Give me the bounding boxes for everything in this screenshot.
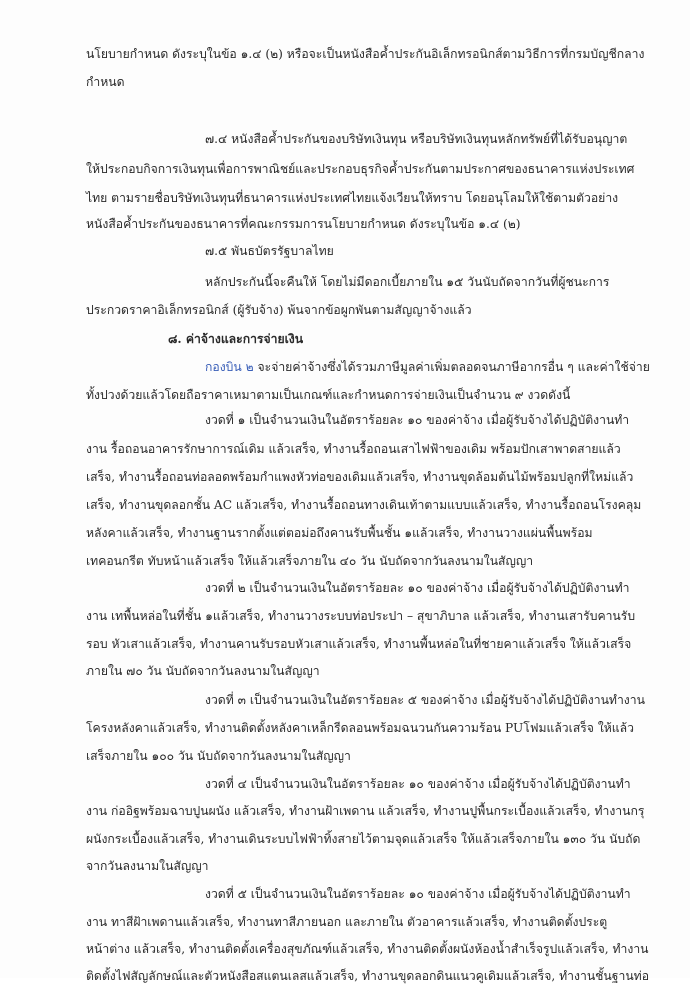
text-line-9: ประกวดราคาอิเล็กทรอนิกส์ (ผู้รับจ้าง) พ้นจากข้อผูกพันตามสัญญาจ้างแล้ว	[86, 303, 472, 317]
text-line-17: หลังคาแล้วเสร็จ, ทำงานฐานรากตั้งแต่ตอม่อถึงคานรับพื้นชั้น ๑แล้วเสร็จ, ทำงานวางแผ่นพื้นพร้อม	[86, 526, 593, 540]
section-7-4-heading: ๗.๔ หนังสือค้ำประกันของบริษัทเงินทุน หรือบริษัทเงินทุนหลักทรัพย์ที่ได้รับอนุญาต	[205, 132, 628, 146]
section-7-5-heading: ๗.๕ พันธบัตรรัฐบาลไทย	[205, 244, 334, 258]
section-8-heading: ๘. ค่าจ้างและการจ่ายเงิน	[168, 332, 304, 346]
text-line-28: ผนังกระเบื้องแล้วเสร็จ, ทำงานเดินระบบไฟฟ้าทิ้งสายไว้ตามจุดแล้วเสร็จ ให้แล้วเสร็จภายใน ๑๓๐ วัน นับถัด	[86, 832, 641, 846]
text-line-4: ให้ประกอบกิจการเงินทุนเพื่อการพาณิชย์และประกอบธุรกิจค้ำประกันตามประกาศของธนาคารแห่งประเทศ	[86, 162, 635, 176]
text-line-18: เทคอนกรีต ทับหน้าแล้วเสร็จ ให้แล้วเสร็จภายใน ๔๐ วัน นับถัดจากวันลงนามในสัญญา	[86, 554, 534, 568]
text-line-20: งาน เทพื้นหล่อในที่ชั้น ๑แล้วเสร็จ, ทำงานวางระบบท่อประปา – สุขาภิบาล แล้วเสร็จ, ทำงานเสารับคานรับ	[86, 609, 636, 623]
text-line-12: ทั้งปวงด้วยแล้วโดยถือราคาเหมาตามเป็นเกณฑ์และกำหนดการจ่ายเงินเป็นจำนวน ๙ งวดดังนี้	[86, 388, 571, 402]
text-line-15: เสร็จ, ทำงานรื้อถอนท่อลอดพร้อมกำแพงหัวท่อของเดิมแล้วเสร็จ, ทำงานขุดล้อมต้นไม้พร้อมปลูกที่ใหม่แล้ว	[86, 470, 634, 484]
installment-1-heading: งวดที่ ๑ เป็นจำนวนเงินในอัตราร้อยละ ๑๐ ของค่าจ้าง เมื่อผู้รับจ้างได้ปฏิบัติงานทำ	[205, 413, 630, 427]
installment-3-heading: งวดที่ ๓ เป็นจำนวนเงินในอัตราร้อยละ ๕ ของค่าจ้าง เมื่อผู้รับจ้างได้ปฏิบัติงานทำงาน	[205, 693, 645, 707]
text-line-22: ภายใน ๗๐ วัน นับถัดจากวันลงนามในสัญญา	[86, 664, 320, 678]
text-line-29: จากวันลงนามในสัญญา	[86, 859, 209, 873]
text-line-1: นโยบายกำหนด ดังระบุในข้อ ๑.๔ (๒) หรือจะเป็นหนังสือค้ำประกันอิเล็กทรอนิกส์ตามวิธีการที่กรมบัญชีกลาง	[86, 47, 645, 61]
installment-5-heading: งวดที่ ๕ เป็นจำนวนเงินในอัตราร้อยละ ๑๐ ของค่าจ้าง เมื่อผู้รับจ้างได้ปฏิบัติงานทำ	[205, 887, 631, 901]
text-line-5: ไทย ตามรายชื่อบริษัทเงินทุนที่ธนาคารแห่งประเทศไทยแจ้งเวียนให้ทราบ โดยอนุโลมให้ใช้ตามตัวอย่าง	[86, 191, 619, 205]
text-line-33: ติดตั้งไฟสัญลักษณ์และตัวหนังสือสแตนเลสแล้วเสร็จ, ทำงานขุดลอกดินแนวคูเดิมแล้วเสร็จ, ทำงานชั้นฐานท่อ	[86, 969, 650, 983]
text-line-6: หนังสือค้ำประกันของธนาคารที่คณะกรรมการนโยบายกำหนด ดังระบุในข้อ ๑.๔ (๒)	[86, 217, 521, 231]
text-line-11	[205, 358, 650, 376]
text-line-14: งาน รื้อถอนอาคารรักษาการณ์เดิม แล้วเสร็จ, ทำงานรื้อถอนเสาไฟฟ้าของเดิม พร้อมปักเสาพาดสายแล้ว	[86, 442, 621, 456]
text-line-31: งาน ทาสีฝ้าเพดานแล้วเสร็จ, ทำงานทาสีภายนอก และภายใน ตัวอาคารแล้วเสร็จ, ทำงานติดตั้งประตู	[86, 915, 608, 929]
installment-2-heading: งวดที่ ๒ เป็นจำนวนเงินในอัตราร้อยละ ๑๐ ของค่าจ้าง เมื่อผู้รับจ้างได้ปฏิบัติงานทำ	[205, 581, 630, 595]
text-line-8: หลักประกันนี้จะคืนให้ โดยไม่มีดอกเบี้ยภายใน ๑๕ วันนับถัดจากวันที่ผู้ชนะการ	[205, 275, 610, 289]
text-line-16: เสร็จ, ทำงานขุดลอกชั้น AC แล้วเสร็จ, ทำงานรื้อถอนทางเดินเท้าตามแบบแล้วเสร็จ, ทำงานรื้อถอนโรงคลุม	[86, 498, 642, 512]
text-line-21: รอบ หัวเสาแล้วเสร็จ, ทำงานคานรับรอบหัวเสาแล้วเสร็จ, ทำงานพื้นหล่อในที่ชายคาแล้วเสร็จ ให้แล้วเสร็จ	[86, 637, 632, 651]
text-line-24: โครงหลังคาแล้วเสร็จ, ทำงานติดตั้งหลังคาเหล็กรีดลอนพร้อมฉนวนกันความร้อน PUโฟมแล้วเสร็จ ให้แล้ว	[86, 721, 634, 735]
text-line-2: กำหนด	[86, 75, 125, 89]
text-line-32: หน้าต่าง แล้วเสร็จ, ทำงานติดตั้งเครื่องสุขภัณฑ์แล้วเสร็จ, ทำงานติดตั้งผนังห้องน้ำสำเร็จรูปแล้วเสร็จ, ทำงาน	[86, 942, 649, 956]
text-line-11-rest: จะจ่ายค่าจ้างซึ่งได้รวมภาษีมูลค่าเพิ่มตลอดจนภาษีอากรอื่น ๆ และค่าใช้จ่าย	[253, 360, 650, 374]
text-line-27: งาน ก่ออิฐพร้อมฉาบปูนผนัง แล้วเสร็จ, ทำงานฝ้าเพดาน แล้วเสร็จ, ทำงานปูพื้นกระเบื้องแล้วเสร็จ, ทำงานกรุ	[86, 804, 645, 818]
installment-4-heading: งวดที่ ๔ เป็นจำนวนเงินในอัตราร้อยละ ๑๐ ของค่าจ้าง เมื่อผู้รับจ้างได้ปฏิบัติงานทำ	[205, 777, 631, 791]
text-line-25: เสร็จภายใน ๑๐๐ วัน นับถัดจากวันลงนามในสัญญา	[86, 749, 351, 763]
highlighted-entity: กองบิน ๒	[205, 360, 254, 374]
